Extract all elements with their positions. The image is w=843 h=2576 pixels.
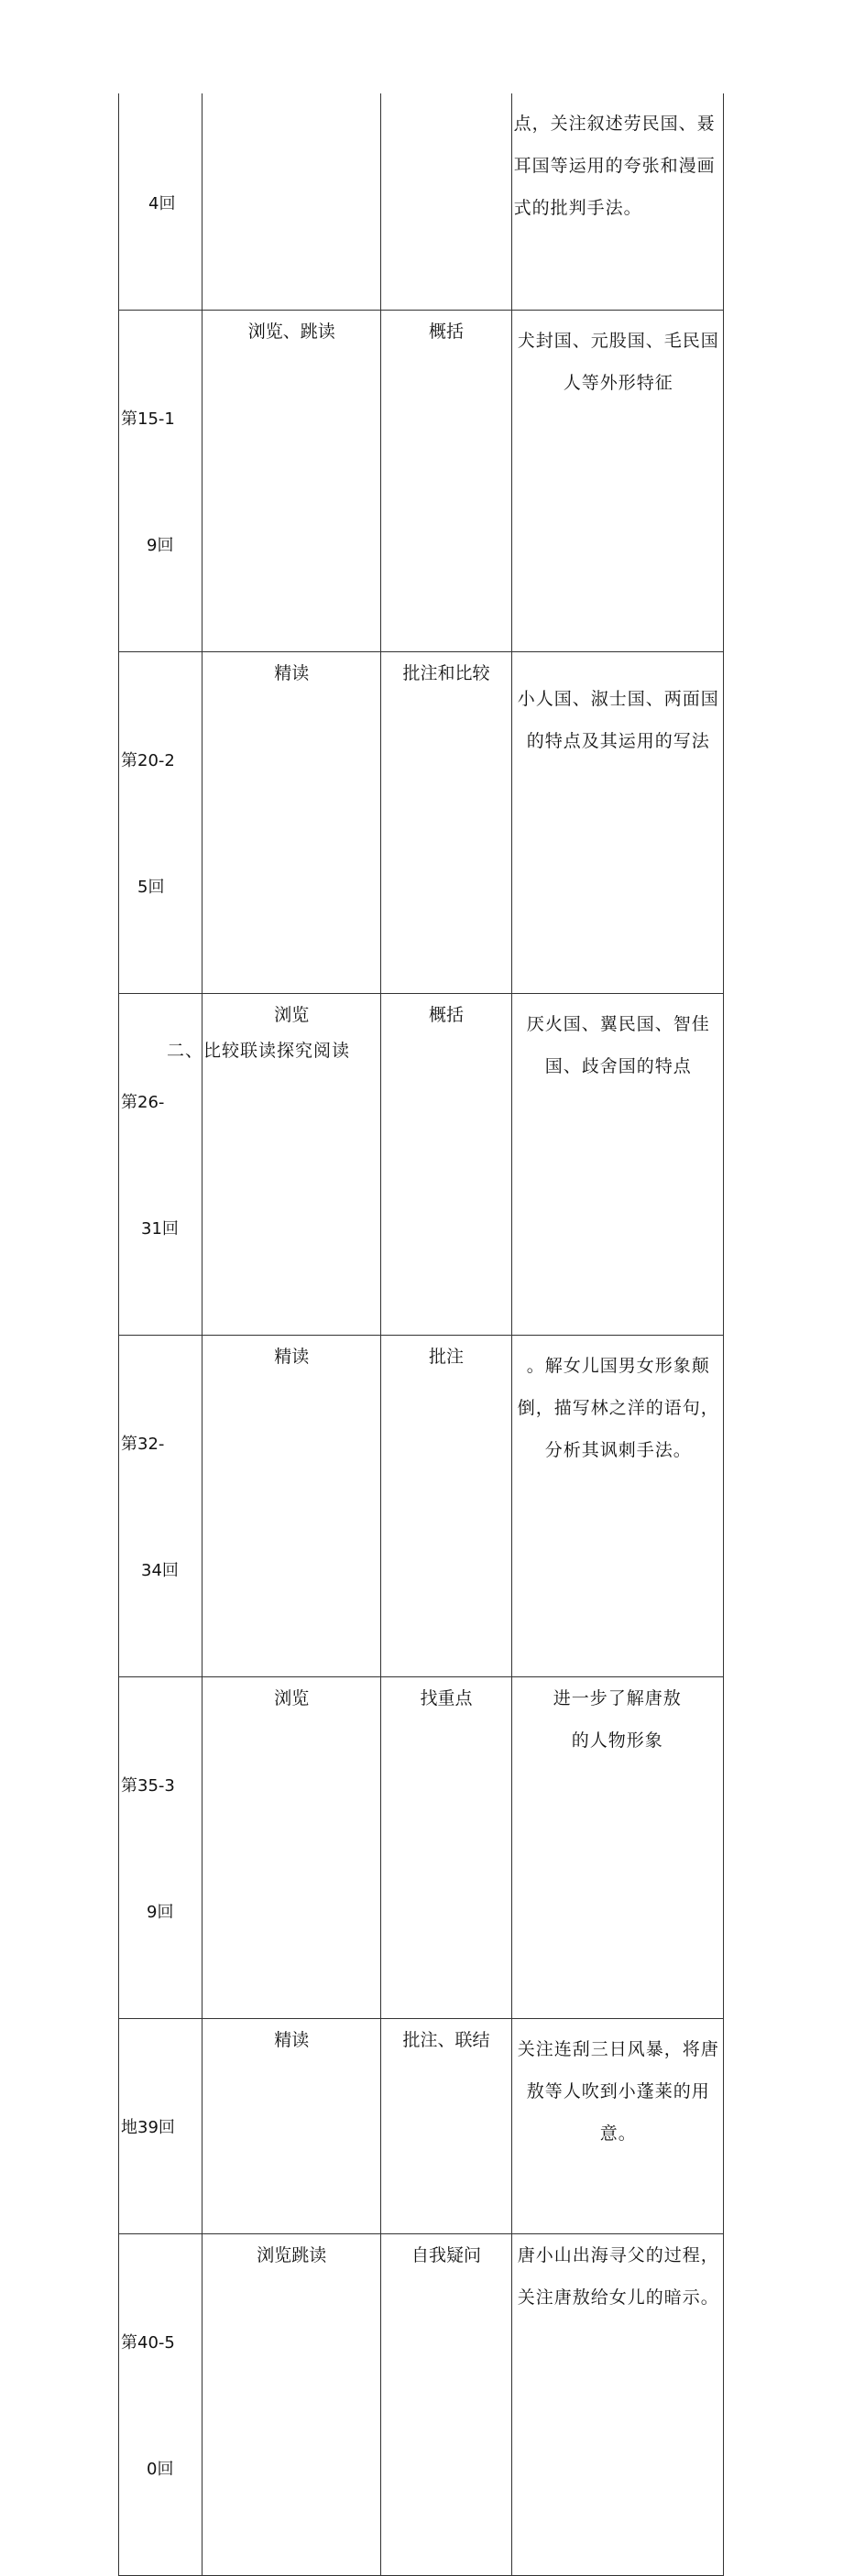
method-cell: [203, 1336, 381, 1677]
chapter-line: 5回: [137, 878, 165, 897]
table-row: [119, 311, 724, 652]
method-cell: [203, 93, 381, 311]
strategy-cell: [381, 2019, 511, 2234]
strategy-cell: [381, 93, 511, 311]
focus-text: 关注连刮三日风暴，将唐敖等人吹到小蓬莱的用意。: [517, 2039, 719, 2144]
focus-cell: [511, 994, 723, 1336]
chapter-line: 9回: [147, 1903, 174, 1922]
chapter-line: 0回: [147, 2460, 174, 2479]
chapter-line: 31回: [141, 1219, 179, 1239]
strategy-cell: [381, 1677, 511, 2019]
table-row: [119, 2019, 724, 2234]
focus-text: 小人国、淑士国、两面国的特点及其运用的写法: [517, 689, 719, 751]
focus-cell: [511, 2234, 723, 2576]
method-text: 浏览跳读: [257, 2245, 327, 2265]
chapter-line: 第20-2: [121, 751, 175, 770]
strategy-text: 概括: [429, 322, 465, 342]
chapter-line: 9回: [147, 536, 174, 555]
table-row: [119, 1336, 724, 1677]
reading-plan-table: [118, 93, 724, 2576]
chapter-line: 34回: [141, 1561, 179, 1580]
strategy-text: 批注: [429, 1347, 465, 1367]
chapter-line: 第35-3: [121, 1776, 175, 1796]
section-heading: 二、比较联读探究阅读: [167, 1041, 351, 1061]
strategy-text: 概括: [429, 1005, 465, 1025]
strategy-text: [381, 93, 510, 106]
focus-text: 唐小山出海寻父的过程，关注唐敖给女儿的暗示。: [517, 2245, 719, 2308]
chapter-line: 第26-: [121, 1093, 165, 1112]
method-text: 精读: [274, 1347, 310, 1367]
method-text: 浏览: [274, 1005, 310, 1025]
chapter-line: 第15-1: [121, 409, 175, 429]
chapter-cell: [119, 1336, 203, 1677]
strategy-cell: [381, 1336, 511, 1677]
focus-text: 厌火国、翼民国、智佳国、歧舍国的特点: [526, 1014, 710, 1076]
strategy-text: 批注、联结: [402, 2030, 490, 2050]
focus-text: 进一步了解唐敖的人物形象: [553, 1688, 682, 1751]
strategy-cell: [381, 994, 511, 1336]
chapter-cell: [119, 2019, 203, 2234]
strategy-text: 批注和比较: [402, 663, 490, 683]
table-row: [119, 93, 724, 311]
chapter-cell: [119, 311, 203, 652]
method-text: 浏览、跳读: [247, 322, 335, 342]
chapter-line: 4回: [148, 194, 176, 213]
strategy-cell: [381, 652, 511, 994]
method-cell: [203, 652, 381, 994]
method-text: 精读: [274, 663, 310, 683]
method-text: 浏览: [274, 1688, 310, 1708]
method-cell: [203, 311, 381, 652]
method-cell: [203, 2019, 381, 2234]
chapter-cell: [119, 1677, 203, 2019]
focus-cell: [511, 1336, 723, 1677]
method-cell: [203, 1677, 381, 2019]
method-text: [203, 93, 380, 106]
table-row: [119, 652, 724, 994]
method-cell: [203, 2234, 381, 2576]
chapter-cell: [119, 93, 203, 311]
strategy-text: 找重点: [420, 1688, 473, 1708]
focus-text: 犬封国、元股国、毛民国人等外形特征: [517, 331, 719, 393]
strategy-text: 自我疑问: [411, 2245, 482, 2265]
focus-cell: [511, 311, 723, 652]
chapter-cell: [119, 652, 203, 994]
method-text: 精读: [274, 2030, 310, 2050]
table-row: [119, 2234, 724, 2576]
strategy-cell: [381, 2234, 511, 2576]
focus-cell: [511, 93, 723, 311]
chapter-line: 地39回: [121, 2118, 175, 2137]
focus-cell: [511, 652, 723, 994]
focus-cell: [511, 2019, 723, 2234]
strategy-cell: [381, 311, 511, 652]
table-row: [119, 1677, 724, 2019]
focus-text: 点，关注叙述劳民国、聂耳国等运用的夸张和漫画式的批判手法。: [513, 114, 716, 218]
chapter-cell: [119, 2234, 203, 2576]
chapter-line: 第40-5: [121, 2333, 175, 2352]
focus-cell: [511, 1677, 723, 2019]
chapter-line: 第32-: [121, 1435, 165, 1454]
focus-text: 。解女儿国男女形象颠倒，描写林之洋的语句，分析其讽刺手法。: [517, 1356, 719, 1460]
